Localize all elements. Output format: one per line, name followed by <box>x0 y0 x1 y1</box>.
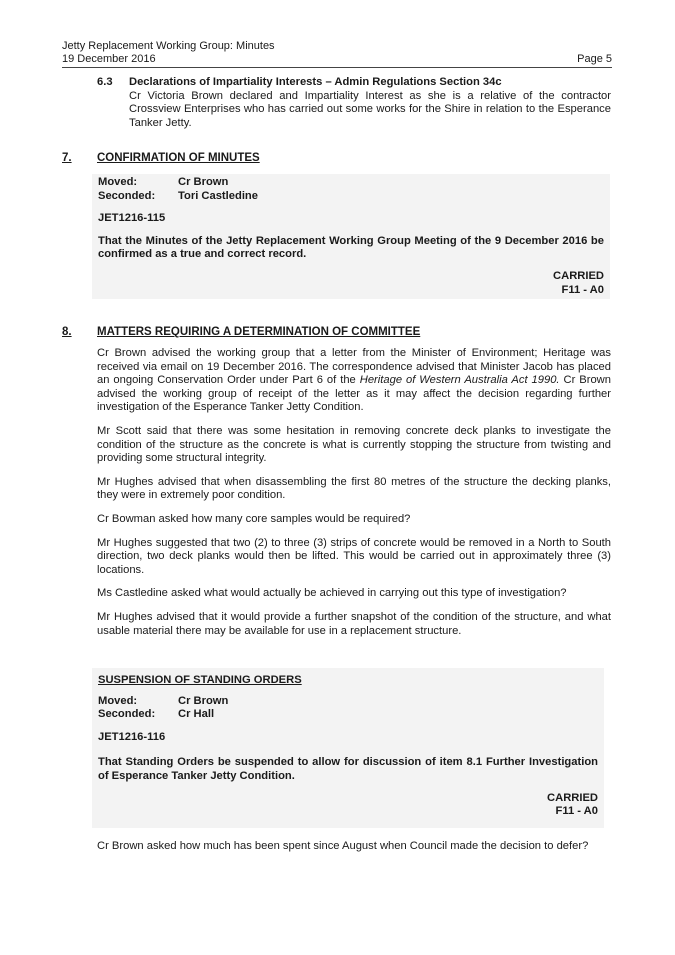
paragraph: Mr Hughes advised that it would provide a further snapshot of the condition of the structure, and what usable material there may be available for use in a replacement structure. <box>97 610 611 637</box>
moved-value: Cr Brown <box>178 176 229 188</box>
item-body: Cr Victoria Brown declared and Impartiality Interest as she is a relative of the contractor Crossview Enterprises who has carried out some works for the Shire in relation to the Esperance Tanker Jetty. <box>129 89 611 129</box>
seconded-row: Seconded: Cr Hall <box>98 708 215 721</box>
item-number: 6.3 <box>97 76 113 88</box>
item-6-3 <box>97 76 611 130</box>
section-8-body <box>97 347 611 638</box>
vote-count: F11 - A0 <box>561 283 604 296</box>
header-divider <box>62 67 612 68</box>
suspension-resolution-box <box>92 668 604 828</box>
paragraph: Mr Scott said that there was some hesitation in removing concrete deck planks to investigate the condition of the structure as the concrete is what is currently stopping the structure from twisting and providing some structural integrity. <box>97 424 611 465</box>
page-header <box>62 40 612 66</box>
resolution-id: JET1216-115 <box>98 212 166 225</box>
seconded-value: Cr Hall <box>178 708 215 721</box>
paragraph: Mr Hughes suggested that two (2) to three (3) strips of concrete would be removed in a North to South direction, two deck planks would then be lifted. This would be carried out in approximately three (3) locations. <box>97 536 611 576</box>
carried-label: CARRIED <box>553 269 604 282</box>
resolution-text: That the Minutes of the Jetty Replacement Working Group Meeting of the 9 December 2016 be confirmed as a true and correct record. <box>98 234 604 261</box>
resolution-id: JET1216-116 <box>98 730 166 743</box>
carried-label: CARRIED <box>547 791 598 804</box>
moved-value: Cr Brown <box>178 694 229 707</box>
paragraph: Cr Bowman asked how many core samples would be required? <box>97 512 411 525</box>
section-8-title: MATTERS REQUIRING A DETERMINATION OF COMMITTEE <box>97 326 421 338</box>
seconded-row: Seconded: Tori Castledine <box>98 189 258 202</box>
page-number: Page 5 <box>577 53 612 65</box>
meeting-date: 19 December 2016 <box>62 53 156 65</box>
section-7-number: 7. <box>62 152 72 164</box>
moved-row: Moved: Cr Brown <box>98 694 229 707</box>
section-7-resolution-box <box>92 174 610 299</box>
paragraph: Mr Hughes advised that when disassembling the first 80 metres of the structure the decking planks, they were in extremely poor condition. <box>97 475 611 502</box>
suspension-followup <box>97 840 611 854</box>
item-title: Declarations of Impartiality Interests – Admin Regulations Section 34c <box>129 76 502 88</box>
resolution-text: That Standing Orders be suspended to allow for discussion of item 8.1 Further Investigation of Esperance Tanker Jetty Condition. <box>98 756 598 782</box>
moved-row: Moved: Cr Brown <box>98 176 229 188</box>
vote-count: F11 - A0 <box>555 805 598 818</box>
suspension-title: SUSPENSION OF STANDING ORDERS <box>98 674 302 686</box>
paragraph: Cr Brown advised the working group that a letter from the Minister of Environment; Heritage was received via email on 19 December 2016. The correspondence advised that Minister Jacob has placed an ongoing Conservation Order under Part 6 of the Heritage of Western Australia Act 1990. Cr Brown advised the working group of receipt of the letter as it may affect the decision regarding further investigation of the Esperance Tanker Jetty Condition. <box>97 347 611 414</box>
section-8-number: 8. <box>62 326 72 338</box>
section-7-title: CONFIRMATION OF MINUTES <box>97 152 260 164</box>
seconded-value: Tori Castledine <box>178 189 258 202</box>
document-title: Jetty Replacement Working Group: Minutes <box>62 40 275 52</box>
paragraph: Ms Castledine asked what would actually be achieved in carrying out this type of investigation? <box>97 587 567 600</box>
paragraph: Cr Brown asked how much has been spent since August when Council made the decision to defer? <box>97 840 589 852</box>
